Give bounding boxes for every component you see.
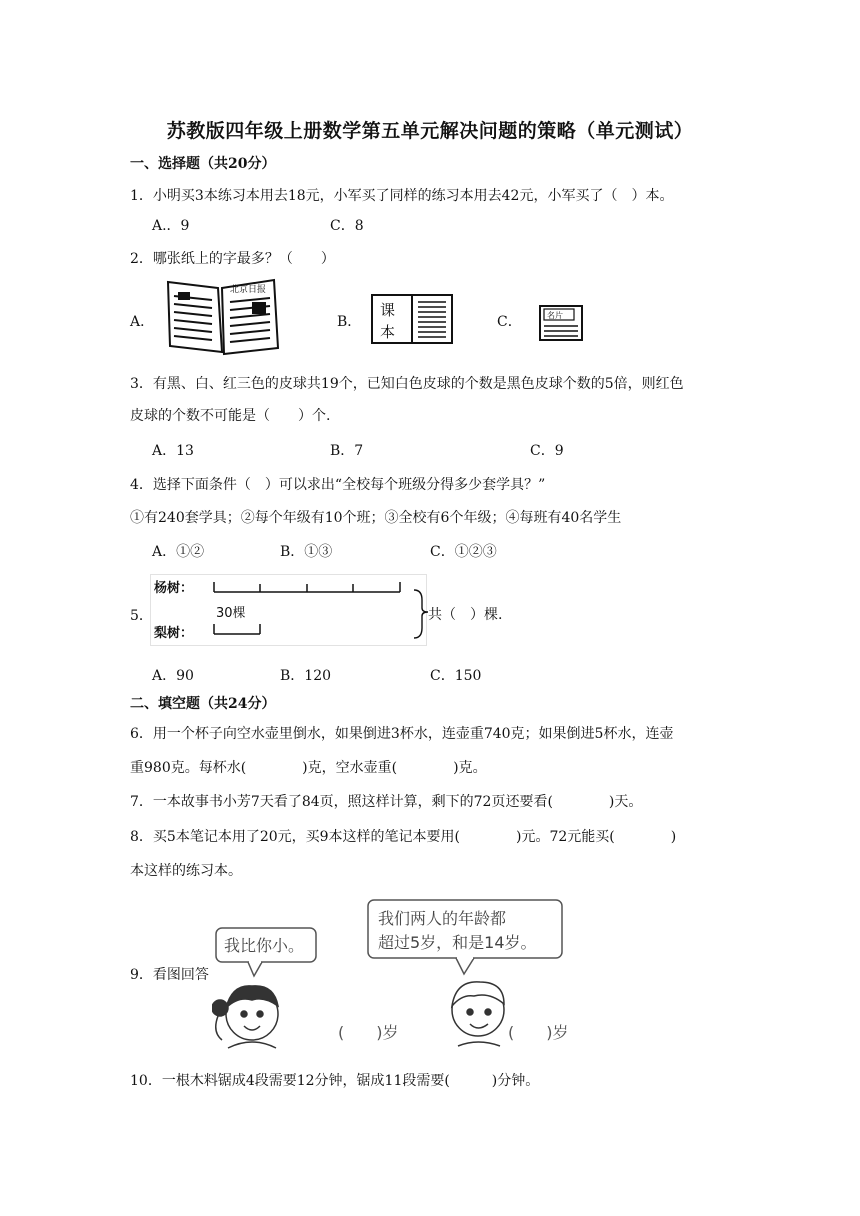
girl-age-blank: ( )岁	[338, 1023, 399, 1042]
section-choice-title: 一、选择题（共20分）	[130, 156, 276, 172]
boy-figure	[452, 982, 504, 1046]
count-label-30: 30棵	[216, 606, 246, 621]
question-3-line-2: 皮球的个数不可能是（ ）个.	[130, 408, 331, 424]
business-card-image	[538, 304, 584, 342]
q5-option-c: C．150	[430, 668, 482, 684]
question-6-line-2: 重980克。每杯水( )克，空水壶重( )克。	[130, 760, 487, 776]
question-10: 10．一根木料锯成4段需要12分钟，锯成11段需要( )分钟。	[130, 1073, 540, 1089]
girl-bubble-text: 我比你小。	[224, 936, 305, 955]
q5-option-b: B．120	[280, 668, 332, 684]
textbook-image	[370, 293, 456, 345]
tree-diagram	[150, 574, 440, 646]
question-3-line-1: 3．有黑、白、红三色的皮球共19个，已知白色皮球的个数是黑色皮球个数的5倍，则红色	[130, 376, 684, 392]
q1-option-c: C．8	[330, 218, 364, 234]
card-label: 名片	[547, 311, 563, 320]
boy-bubble-text-1: 我们两人的年龄都	[378, 909, 507, 928]
newspaper-image	[160, 276, 282, 360]
question-4-line-2: ①有240套学具；②每个年级有10个班；③全校有6个年级；④每班有40名学生	[130, 510, 622, 526]
question-5-tail: 共（ ）棵.	[428, 607, 503, 623]
q2-option-b: B．	[337, 314, 362, 330]
q3-option-a: A．13	[152, 443, 194, 459]
textbook-label-2: 本	[380, 323, 396, 341]
boy-age-blank: ( )岁	[508, 1023, 569, 1042]
q1-option-a: A.．9	[152, 218, 190, 234]
girl-figure	[212, 986, 278, 1048]
pear-label: 梨树：	[154, 626, 194, 641]
boy-bubble-text-2: 超过5岁，和是14岁。	[378, 933, 537, 952]
question-7: 7．一本故事书小芳7天看了84页，照这样计算，剩下的72页还要看( )天。	[130, 794, 643, 810]
textbook-label-1: 课	[380, 301, 396, 319]
question-8-line-1: 8．买5本笔记本用了20元，买9本这样的笔记本要用( )元。72元能买( )	[130, 829, 677, 845]
q4-option-a: A．①②	[152, 544, 205, 560]
q5-option-a: A．90	[152, 668, 194, 684]
poplar-label: 杨树：	[154, 581, 194, 596]
q2-option-a: A．	[130, 314, 155, 330]
question-9: 9．看图回答	[130, 967, 209, 983]
question-4-line-1: 4．选择下面条件（ ）可以求出“全校每个班级分得多少套学具？”	[130, 477, 546, 493]
question-1: 1．小明买3本练习本用去18元，小军买了同样的练习本用去42元，小军买了（ ）本。	[130, 188, 674, 204]
question-5-number: 5．	[130, 608, 153, 624]
section-fill-title: 二、填空题（共24分）	[130, 696, 276, 712]
age-illustration	[212, 898, 602, 1052]
q2-option-c: C．	[497, 314, 522, 330]
question-6-line-1: 6．用一个杯子向空水壶里倒水，如果倒进3杯水，连壶重740克；如果倒进5杯水，连壶	[130, 726, 674, 742]
q3-option-c: C．9	[530, 443, 564, 459]
question-2: 2．哪张纸上的字最多？（ ）	[130, 251, 335, 267]
question-8-line-2: 本这样的练习本。	[130, 863, 242, 879]
newspaper-label: 北京日报	[230, 285, 267, 295]
q3-option-b: B．7	[330, 443, 364, 459]
q4-option-b: B．①③	[280, 544, 333, 560]
page-title: 苏教版四年级上册数学第五单元解决问题的策略（单元测试）	[166, 120, 694, 142]
q4-option-c: C．①②③	[430, 544, 497, 560]
